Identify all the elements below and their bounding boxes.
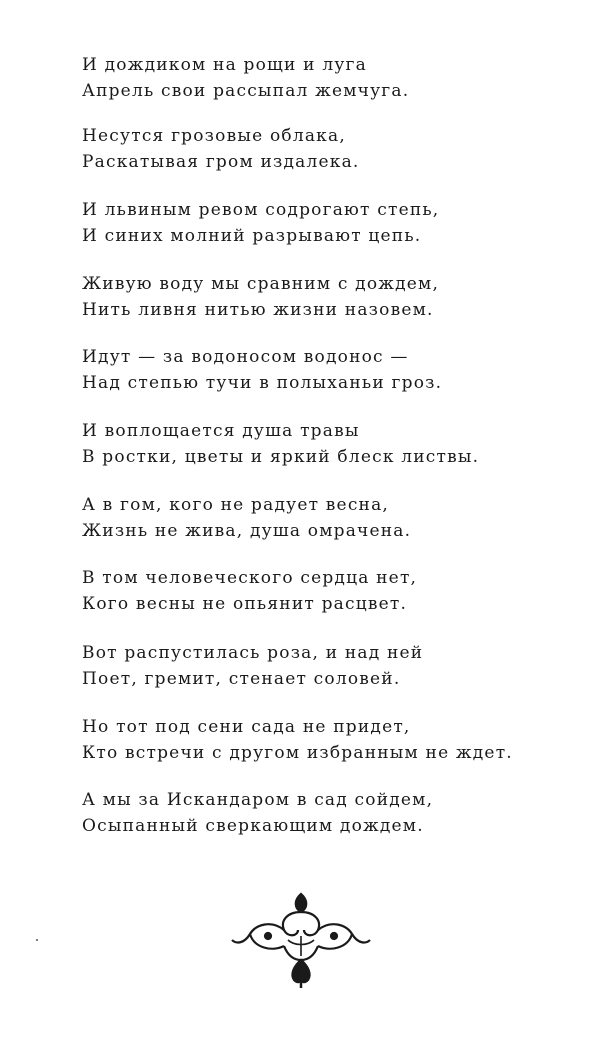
stanza (82, 419, 562, 470)
stanza (82, 493, 562, 544)
verse-line: И дождиком на рощи и луга (82, 55, 367, 75)
verse-line: Над степью тучи в полыханьи гроз. (82, 372, 443, 393)
verse-line: В том человеческого сердца нет, (82, 568, 418, 588)
verse-line: Апрель свои рассыпал жемчуга. (82, 80, 410, 101)
floral-ornament-icon (228, 890, 374, 990)
stanza (82, 566, 562, 617)
verse-line: Вот распустилась роза, и над ней (82, 643, 424, 663)
verse-line: Осыпанный сверкающим дождем. (82, 815, 424, 836)
stanza (82, 715, 562, 766)
stanza (82, 345, 562, 396)
stanza (82, 272, 562, 323)
verse-line: И синих молний разрывают цепь. (82, 225, 422, 246)
verse-line: Нить ливня нитью жизни назовем. (82, 299, 434, 320)
verse-line: Но тот под сени сада не придет, (82, 717, 411, 737)
verse-line: Раскатывая гром издалека. (82, 151, 360, 172)
verse-line: Кого весны не опьянит расцвет. (82, 593, 408, 614)
verse-line: В ростки, цветы и яркий блеск листвы. (82, 446, 480, 467)
verse-line: Идут — за водоносом водонос — (82, 347, 409, 367)
stanza (82, 198, 562, 249)
verse-line: Живую воду мы сравним с дождем, (82, 274, 440, 294)
verse-line: Несутся грозовые облака, (82, 126, 346, 146)
verse-line: И воплощается душа травы (82, 421, 360, 441)
verse-line: Жизнь не жива, душа омрачена. (82, 520, 412, 541)
stanza (82, 53, 562, 104)
verse-line: А мы за Искандаром в сад сойдем, (82, 790, 434, 810)
verse-line: А в гом, кого не радует весна, (82, 495, 390, 515)
verse-line: Поет, гремит, стенает соловей. (82, 668, 401, 689)
verse-line: И львиным ревом содрогают степь, (82, 200, 440, 220)
stanza (82, 641, 562, 692)
stanza (82, 124, 562, 175)
scan-speck (36, 939, 38, 941)
verse-line: Кто встречи с другом избранным не ждет. (82, 742, 513, 763)
stanza (82, 788, 562, 839)
